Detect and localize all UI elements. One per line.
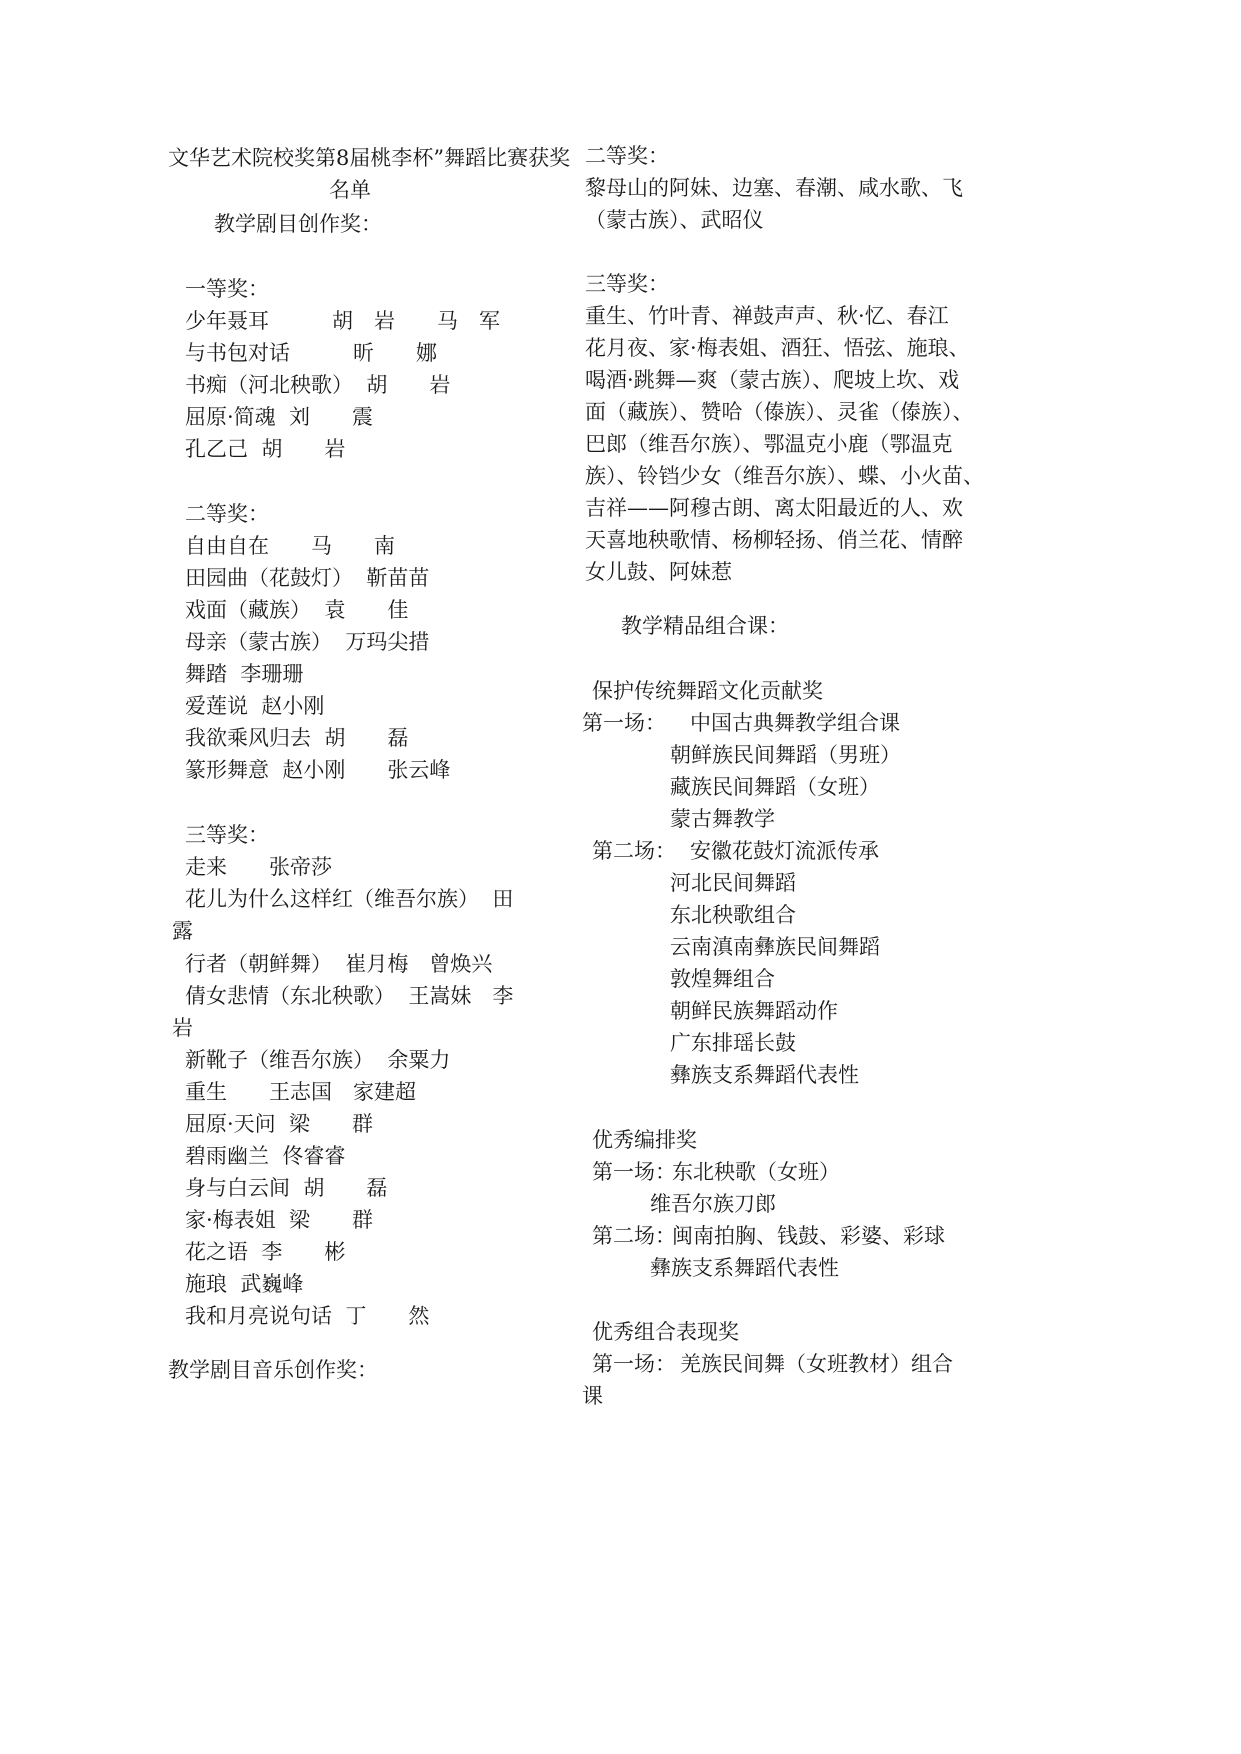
paragraph-line: 女儿鼓、阿妹惹: [585, 560, 732, 584]
list-item: 走来 张帝莎: [185, 855, 332, 879]
list-item: 自由自在 马 南: [185, 534, 395, 558]
session-label: 第一场：: [592, 1160, 676, 1184]
list-item: 敦煌舞组合: [670, 967, 775, 991]
list-item: 我和月亮说句话 丁 然: [185, 1304, 430, 1328]
list-item: 碧雨幽兰 佟睿睿: [185, 1144, 346, 1168]
paragraph-line: （蒙古族）、武昭仪: [585, 208, 764, 232]
heritage-award-heading: 保护传统舞蹈文化贡献奖: [592, 679, 823, 703]
document-title-line1: 文华艺术院校奖第8届桃李杯”舞蹈比赛获奖: [168, 146, 571, 170]
list-item: 我欲乘风归去 胡 磊: [185, 726, 409, 750]
paragraph-line: 天喜地秧歌情、杨柳轻扬、俏兰花、情醉: [585, 528, 963, 552]
left-first-prize-heading: 一等奖：: [185, 277, 269, 301]
list-item: 广东排瑶长鼓: [670, 1031, 796, 1055]
list-item: 篆形舞意 赵小刚 张云峰: [185, 758, 451, 782]
list-item: 朝鲜民族舞蹈动作: [670, 999, 838, 1023]
list-item: 河北民间舞蹈: [670, 871, 796, 895]
list-item: 藏族民间舞蹈（女班）: [670, 775, 880, 799]
paragraph-line: 黎母山的阿妹、边塞、春潮、咸水歌、飞: [585, 176, 963, 200]
list-item: 行者（朝鲜舞） 崔月梅 曾焕兴: [185, 952, 493, 976]
list-item: 东北秧歌组合: [670, 903, 796, 927]
list-item: 蒙古舞教学: [670, 807, 775, 831]
list-item: 东北秧歌（女班）: [672, 1160, 840, 1184]
paragraph-line: 花月夜、家·梅表姐、酒狂、悟弦、施琅、: [585, 336, 970, 360]
list-item: 田园曲（花鼓灯） 靳苗苗: [185, 566, 430, 590]
list-item: 中国古典舞教学组合课: [690, 711, 900, 735]
section-teaching-choreography: 教学剧目创作奖：: [214, 212, 382, 236]
list-item: 花之语 李 彬: [185, 1240, 346, 1264]
session-label: 第二场：: [592, 839, 676, 863]
list-item-continuation: 岩: [172, 1016, 193, 1040]
paragraph-line: 喝酒·跳舞—爽（蒙古族）、爬坡上坎、戏: [585, 368, 960, 392]
list-item: 书痴（河北秧歌） 胡 岩: [185, 373, 451, 397]
list-item: 花儿为什么这样红（维吾尔族） 田: [185, 887, 514, 911]
list-item: 维吾尔族刀郎: [650, 1192, 776, 1216]
document-title-line2: 名单: [329, 178, 371, 202]
list-item: 屈原·天问 梁 群: [185, 1112, 374, 1136]
list-item: 身与白云间 胡 磊: [185, 1176, 388, 1200]
section-music-composition: 教学剧目音乐创作奖：: [168, 1358, 378, 1382]
list-item: 彝族支系舞蹈代表性: [670, 1063, 859, 1087]
session-label: 第一场：: [582, 711, 666, 735]
list-item: 朝鲜族民间舞蹈（男班）: [670, 743, 901, 767]
list-item: 倩女悲情（东北秧歌） 王嵩妹 李: [185, 984, 514, 1008]
list-item: 彝族支系舞蹈代表性: [650, 1256, 839, 1280]
list-item: 少年聂耳 胡 岩 马 军: [185, 309, 500, 333]
list-item: 孔乙己 胡 岩: [185, 437, 346, 461]
session-label: 第一场：: [592, 1352, 676, 1376]
list-item: 戏面（藏族） 袁 佳: [185, 598, 409, 622]
list-item-continuation: 课: [582, 1384, 603, 1408]
paragraph-line: 巴郎（维吾尔族）、鄂温克小鹿（鄂温克: [585, 432, 953, 456]
performance-award-heading: 优秀组合表现奖: [592, 1320, 739, 1344]
list-item: 屈原·简魂 刘 震: [185, 405, 374, 429]
list-item: 母亲（蒙古族） 万玛尖措: [185, 630, 430, 654]
paragraph-line: 族）、铃铛少女（维吾尔族）、蝶、小火苗、: [585, 464, 984, 488]
right-second-prize-heading: 二等奖：: [585, 144, 669, 168]
arrangement-award-heading: 优秀编排奖: [592, 1128, 697, 1152]
list-item: 新靴子（维吾尔族） 余粟力: [185, 1048, 451, 1072]
paragraph-line: 吉祥——阿穆古朗、离太阳最近的人、欢: [585, 496, 963, 520]
list-item: 爱莲说 赵小刚: [185, 694, 325, 718]
list-item: 家·梅表姐 梁 群: [185, 1208, 374, 1232]
left-third-prize-heading: 三等奖：: [185, 823, 269, 847]
paragraph-line: 重生、竹叶青、禅鼓声声、秋·忆、春江: [585, 304, 949, 328]
list-item: 闽南拍胸、钱鼓、彩婆、彩球: [672, 1224, 945, 1248]
list-item: 羌族民间舞（女班教材）组合: [680, 1352, 953, 1376]
list-item: 与书包对话 昕 娜: [185, 341, 437, 365]
session-label: 第二场：: [592, 1224, 676, 1248]
list-item: 重生 王志国 家建超: [185, 1080, 416, 1104]
list-item: 安徽花鼓灯流派传承: [690, 839, 879, 863]
list-item: 舞踏 李珊珊: [185, 662, 304, 686]
section-combination-courses: 教学精品组合课：: [621, 614, 789, 638]
left-second-prize-heading: 二等奖：: [185, 502, 269, 526]
list-item-continuation: 露: [172, 919, 193, 943]
paragraph-line: 面（藏族）、赞哈（傣族）、灵雀（傣族）、: [585, 400, 974, 424]
list-item: 施琅 武巍峰: [185, 1272, 304, 1296]
right-third-prize-heading: 三等奖：: [585, 272, 669, 296]
list-item: 云南滇南彝族民间舞蹈: [670, 935, 880, 959]
